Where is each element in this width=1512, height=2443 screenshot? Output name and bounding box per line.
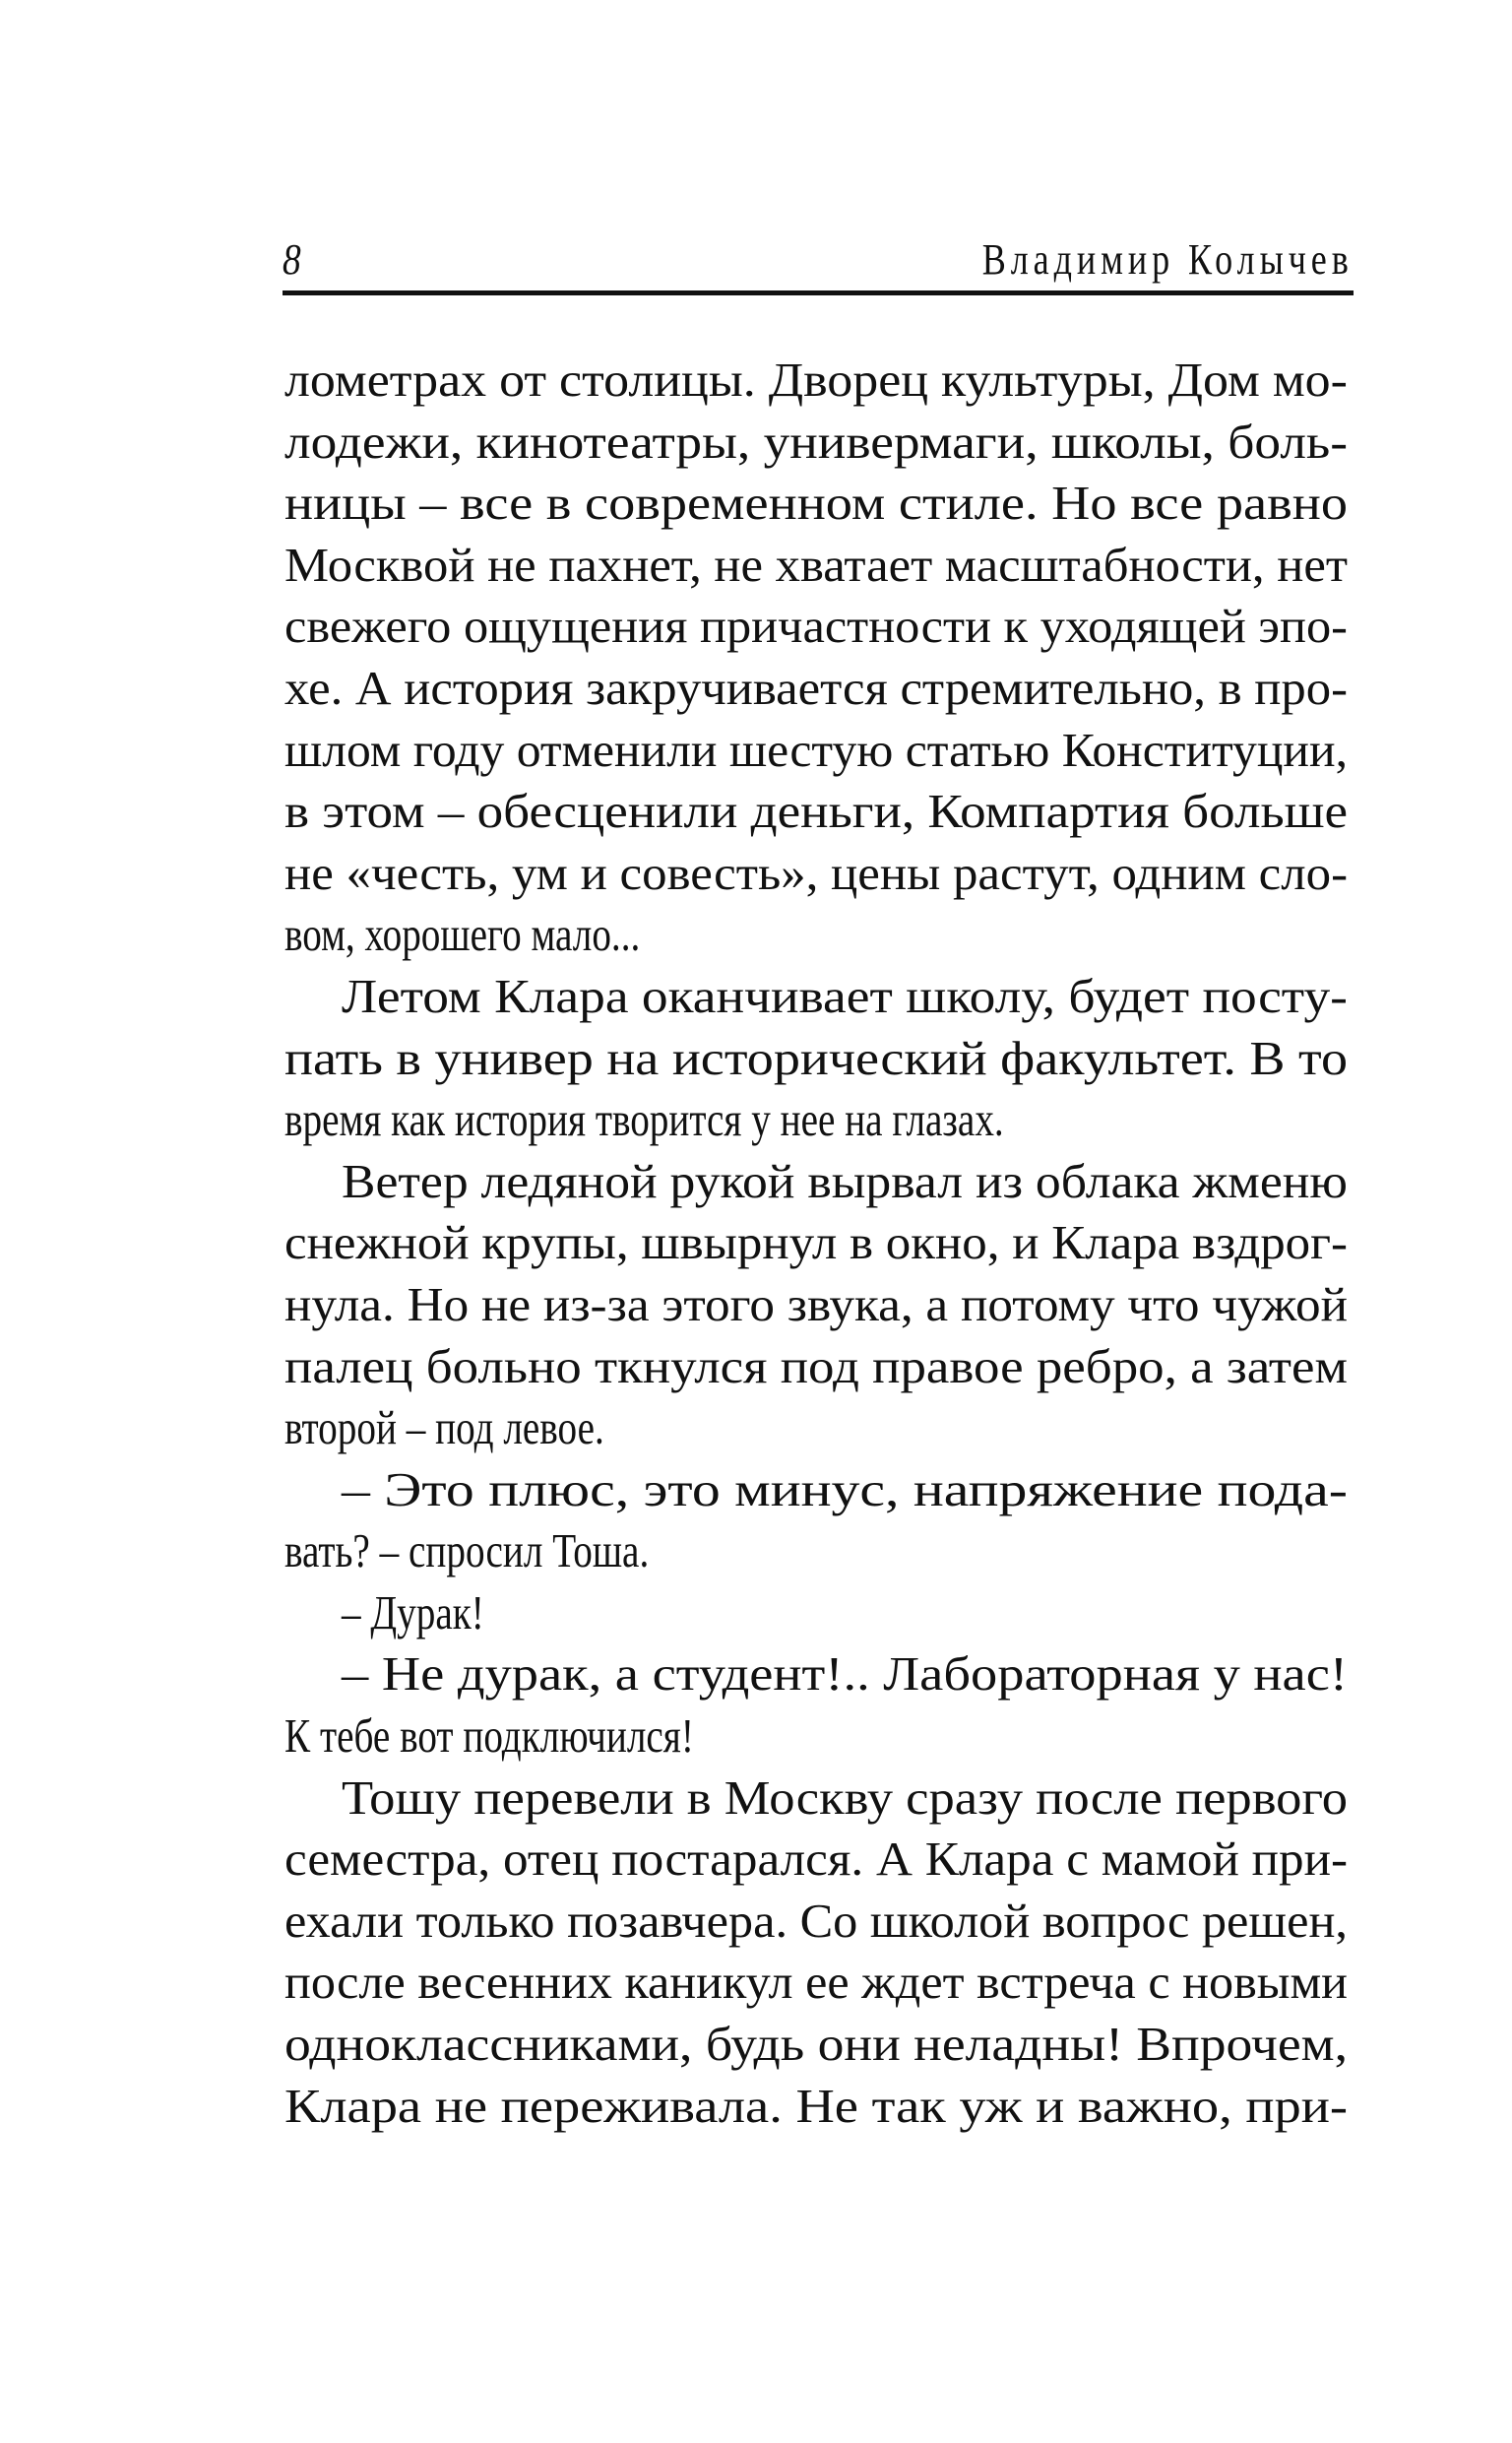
paragraph-first-line bbox=[284, 1643, 1348, 1705]
paragraph-first-line bbox=[284, 1151, 1348, 1213]
text-line bbox=[284, 473, 1348, 535]
text-line bbox=[284, 720, 1348, 782]
text-line bbox=[284, 1274, 1348, 1336]
line-text: хе. А история закручивается стремительно, в про- bbox=[284, 660, 1348, 715]
text-line bbox=[284, 1952, 1348, 2014]
line-text: лодежи, кинотеатры, универмаги, школы, боль- bbox=[284, 414, 1349, 469]
text-line bbox=[284, 1212, 1348, 1274]
line-text: лометрах от столицы. Дворец культуры, Дом мо- bbox=[284, 353, 1348, 407]
line-text: Клара не переживала. Не так уж и важно, при- bbox=[284, 2078, 1348, 2133]
text-line bbox=[284, 904, 1348, 966]
text-line bbox=[284, 2076, 1348, 2138]
line-text: ницы – все в современном стиле. Но все равно bbox=[284, 476, 1348, 531]
line-text: шлом году отменили шестую статью Конституции, bbox=[284, 722, 1348, 777]
line-text: ехали только позавчера. Со школой вопрос решен, bbox=[284, 1893, 1348, 1948]
line-text: – Это плюс, это минус, напряжение пода- bbox=[342, 1461, 1348, 1516]
paragraph-first-line bbox=[284, 1768, 1348, 1830]
text-line bbox=[284, 1089, 1348, 1151]
line-text: Москвой не пахнет, не хватает масштабности, нет bbox=[284, 537, 1348, 592]
body-text bbox=[284, 350, 1348, 2137]
text-line bbox=[284, 2014, 1348, 2076]
text-line bbox=[284, 1705, 1348, 1768]
line-text: семестра, отец постарался. А Клара с мамой при- bbox=[284, 1832, 1349, 1887]
line-text: нула. Но не из-за этого звука, а потому что чужой bbox=[284, 1276, 1349, 1331]
line-text: время как история творится у нее на глазах. bbox=[284, 1092, 1004, 1147]
line-text: не «честь, ум и совесть», цены растут, одним сло- bbox=[284, 845, 1349, 900]
text-line bbox=[284, 350, 1348, 412]
text-line bbox=[284, 596, 1348, 658]
text-line bbox=[284, 1397, 1348, 1459]
line-text: К тебе вот подключился! bbox=[284, 1708, 694, 1764]
line-text: вом, хорошего мало... bbox=[284, 907, 641, 962]
text-line bbox=[284, 412, 1348, 474]
running-header-author: Владимир Колычев bbox=[982, 235, 1354, 284]
line-text: Ветер ледяной рукой вырвал из облака жменю bbox=[342, 1153, 1348, 1208]
text-line bbox=[284, 535, 1348, 597]
text-line bbox=[284, 1520, 1348, 1582]
text-line bbox=[284, 781, 1348, 843]
text-line bbox=[284, 1028, 1348, 1090]
line-text: снежной крупы, швырнул в окно, и Клара вздрог- bbox=[284, 1215, 1348, 1270]
paragraph-first-line bbox=[284, 1582, 1348, 1644]
line-text: после весенних каникул ее ждет встреча с новыми bbox=[284, 1955, 1349, 2010]
line-text: Летом Клара оканчивает школу, будет посту- bbox=[342, 968, 1348, 1023]
line-text: пать в универ на исторический факультет. В то bbox=[284, 1030, 1349, 1085]
header-rule bbox=[283, 290, 1354, 295]
text-line bbox=[284, 843, 1348, 905]
text-line bbox=[284, 1891, 1348, 1953]
text-line bbox=[284, 1829, 1348, 1891]
line-text: палец больно ткнулся под правое ребро, а затем bbox=[284, 1338, 1348, 1393]
text-line bbox=[284, 658, 1348, 720]
line-text: вать? – спросил Тоша. bbox=[284, 1523, 650, 1578]
line-text: второй – под левое. bbox=[284, 1400, 604, 1455]
line-text: – Не дурак, а студент!.. Лабораторная у нас! bbox=[342, 1646, 1349, 1702]
paragraph-first-line bbox=[284, 966, 1348, 1028]
line-text: в этом – обесценили деньги, Компартия больше bbox=[284, 784, 1349, 839]
running-header bbox=[283, 234, 1354, 295]
page-number: 8 bbox=[283, 235, 301, 284]
line-text: – Дурак! bbox=[342, 1584, 484, 1639]
text-line bbox=[284, 1336, 1348, 1398]
paragraph-first-line bbox=[284, 1459, 1348, 1521]
line-text: свежего ощущения причастности к уходящей эпо- bbox=[284, 599, 1348, 654]
line-text: Тошу перевели в Москву сразу после первого bbox=[342, 1769, 1349, 1825]
line-text: одноклассниками, будь они неладны! Впрочем, bbox=[284, 2017, 1348, 2072]
